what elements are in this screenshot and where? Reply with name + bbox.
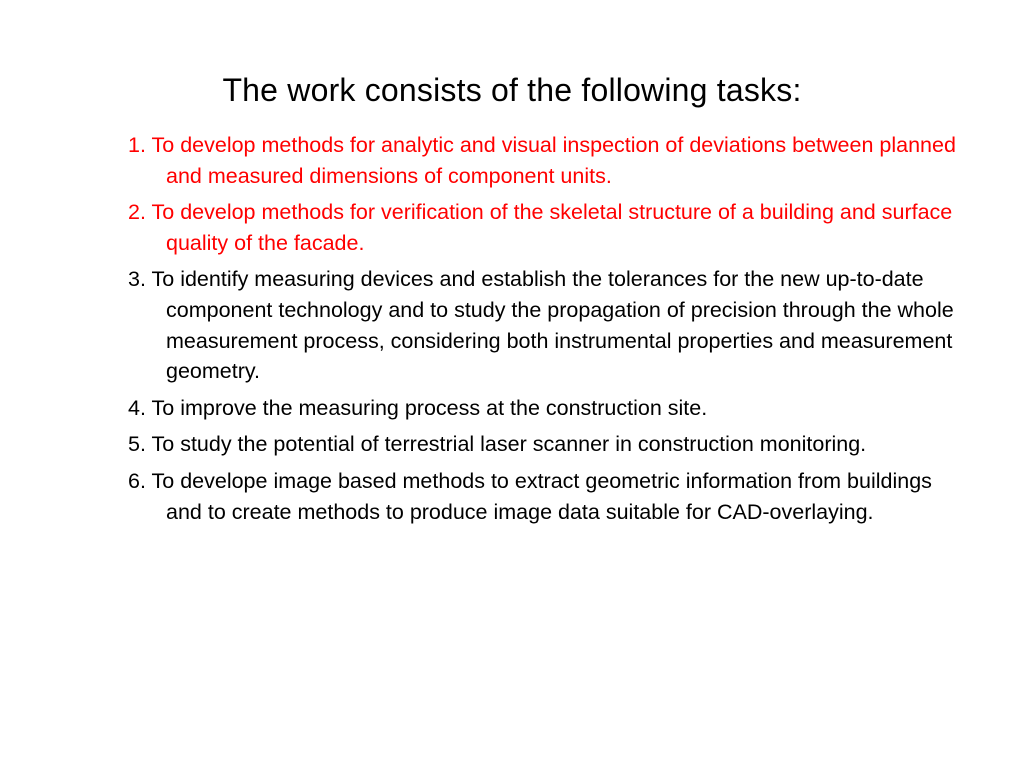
task-list [128, 130, 958, 533]
task-item-5: 5. To study the potential of terrestrial laser scanner in construction monitoring. [128, 432, 867, 457]
task-item-4: 4. To improve the measuring process at the construction site. [128, 395, 708, 420]
task-item-1: 1. To develop methods for analytic and visual inspection of deviations between planned and measured dimensions of component units. [128, 133, 956, 188]
slide-title: The work consists of the following tasks: [222, 72, 802, 108]
task-item-2: 2. To develop methods for verification of the skeletal structure of a building and surface quality of the facade. [128, 200, 953, 255]
task-item-3: 3. To identify measuring devices and establish the tolerances for the new up-to-date component technology and to study the propagation of precision through the whole measurement process, considering both instrumental properties and measurement geometry. [128, 267, 954, 384]
task-item-6: 6. To develope image based methods to extract geometric information from buildings and to create methods to produce image data suitable for CAD-overlaying. [128, 468, 932, 524]
